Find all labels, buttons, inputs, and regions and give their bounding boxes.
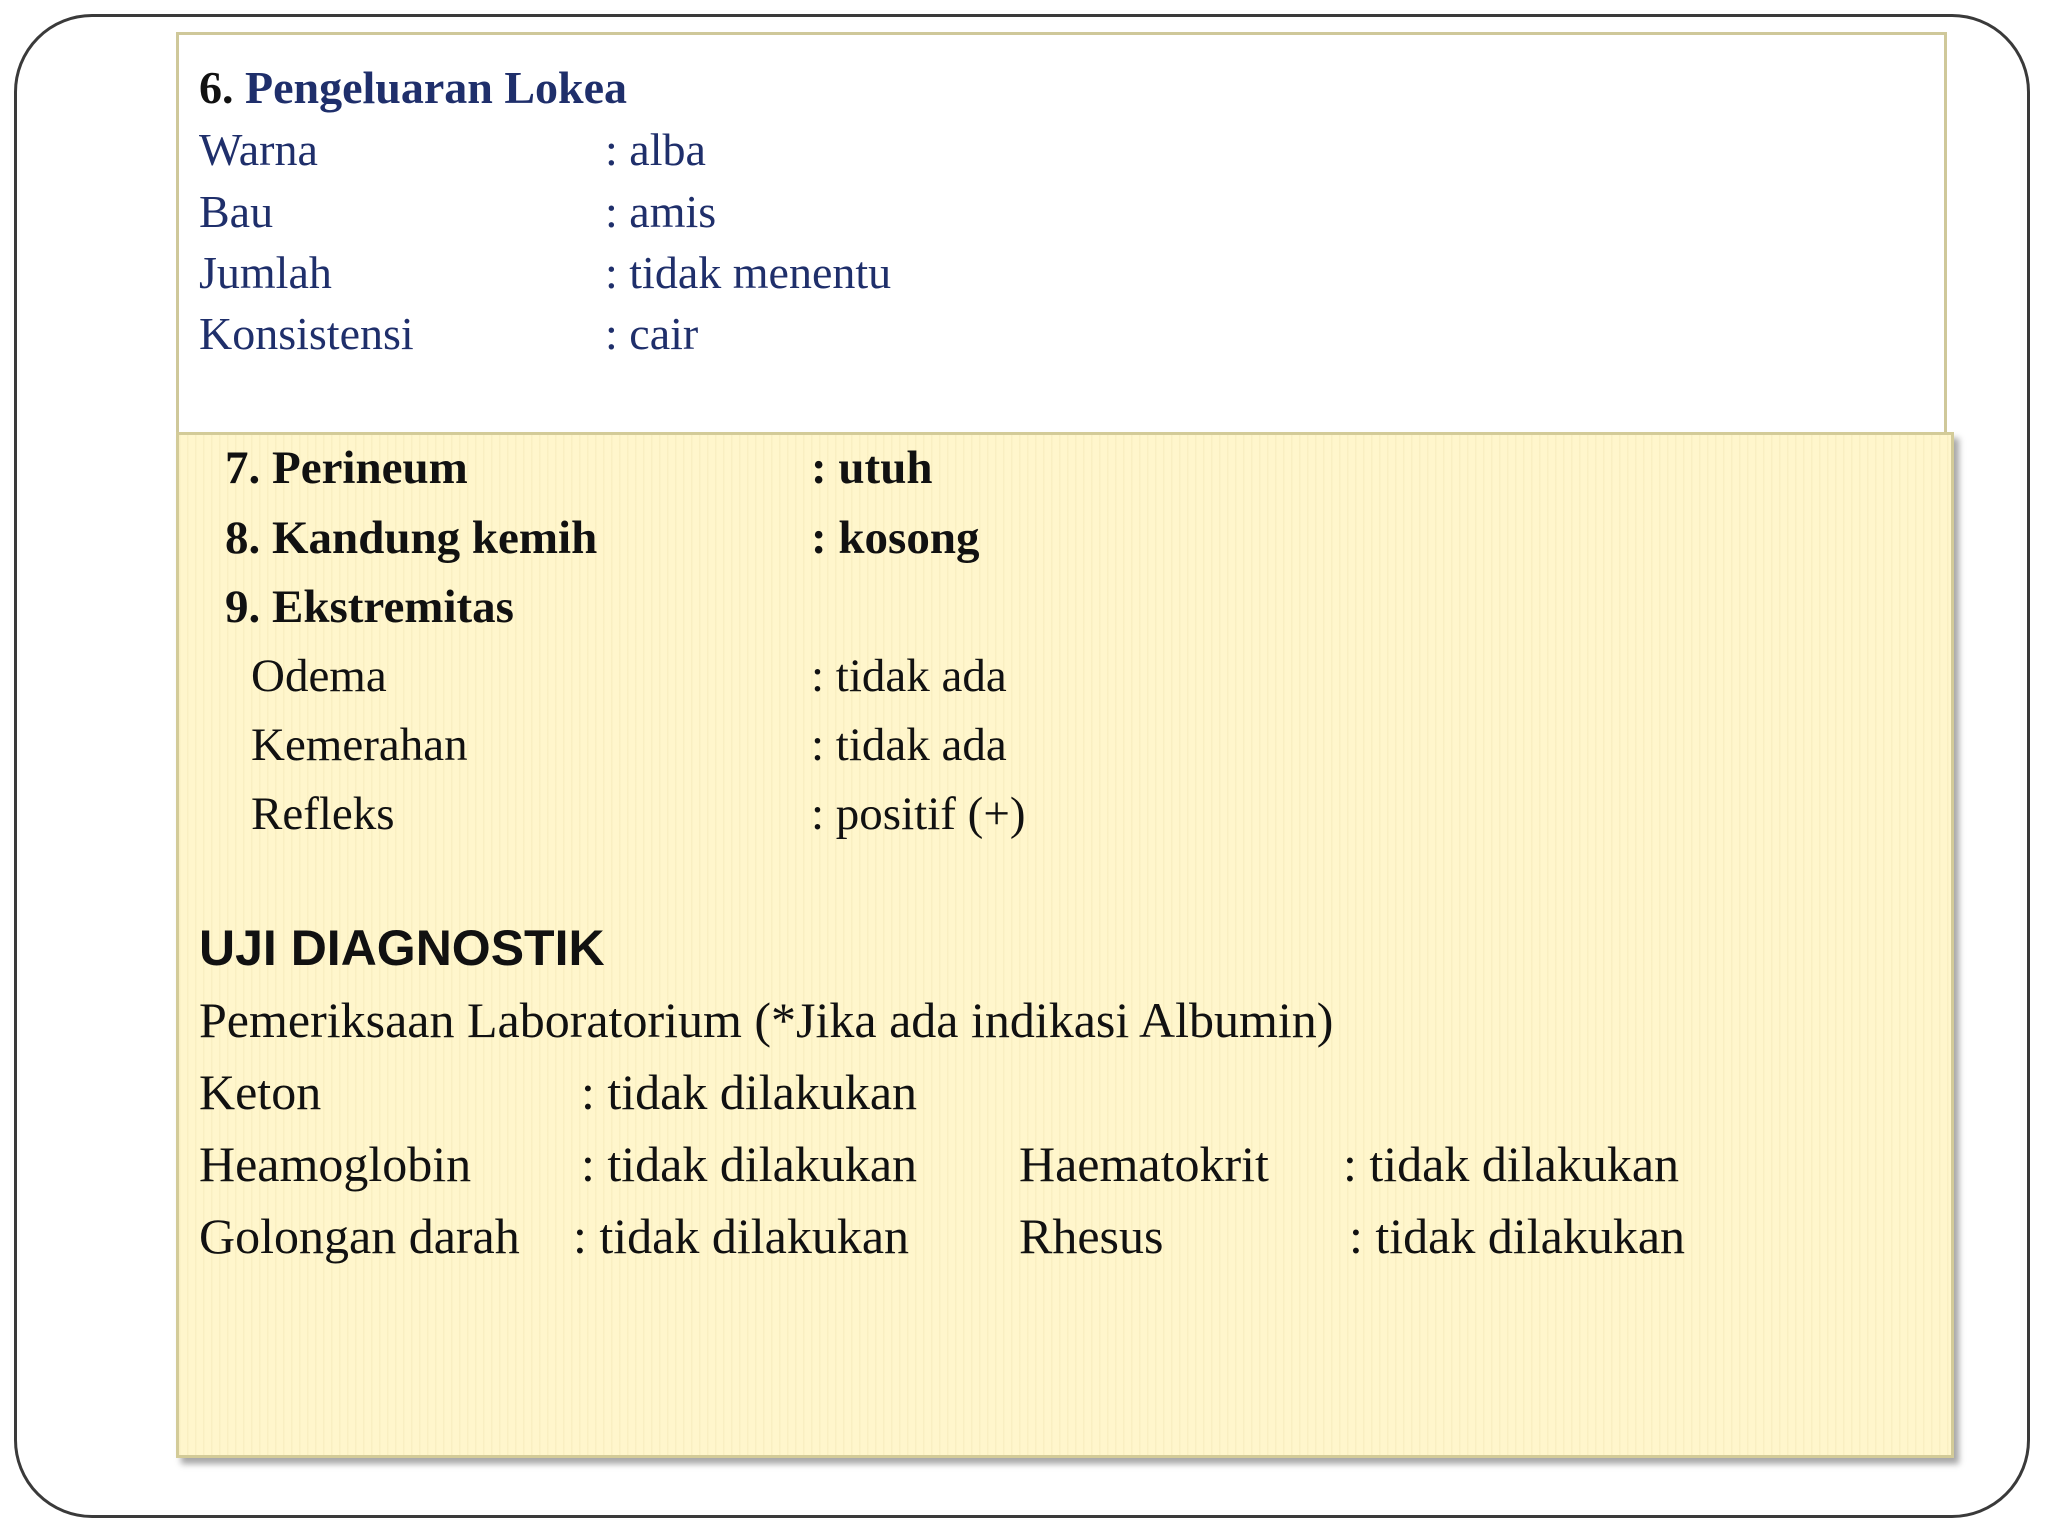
lab-label: Heamoglobin bbox=[199, 1136, 472, 1192]
lab-label-secondary: Haematokrit bbox=[1019, 1136, 1269, 1192]
lokea-label: Bau bbox=[199, 186, 274, 237]
diagnostik-intro-row bbox=[199, 985, 1799, 1055]
lab-value: : tidak dilakukan bbox=[573, 1208, 910, 1264]
lab-label: Golongan darah bbox=[199, 1208, 520, 1264]
ekstremitas-item-label: Kemerahan bbox=[251, 719, 468, 771]
ekstremitas-item-odema bbox=[251, 643, 1151, 709]
kandung-kemih-label: 8. Kandung kemih bbox=[225, 512, 598, 564]
perineum-row bbox=[225, 435, 1125, 501]
exam-section bbox=[176, 432, 1954, 1458]
kandung-kemih-value: : kosong bbox=[811, 512, 980, 564]
perineum-label: 7. Perineum bbox=[225, 442, 468, 494]
lokea-value: : alba bbox=[605, 124, 706, 175]
lokea-section bbox=[176, 32, 1947, 432]
diagnostik-intro: Pemeriksaan Laboratorium (*Jika ada indikasi Albumin) bbox=[199, 992, 1334, 1048]
lokea-title bbox=[199, 57, 627, 119]
ekstremitas-item-value: : positif (+) bbox=[811, 788, 1026, 840]
lokea-value: : cair bbox=[605, 308, 699, 359]
lab-label: Keton bbox=[199, 1064, 322, 1120]
ekstremitas-label: 9. Ekstremitas bbox=[225, 581, 514, 633]
lab-value-secondary: : tidak dilakukan bbox=[1349, 1208, 1686, 1264]
lokea-number: 6. bbox=[199, 62, 234, 113]
ekstremitas-item-value: : tidak ada bbox=[811, 719, 1007, 771]
lab-row-heamoglobin bbox=[199, 1129, 1799, 1199]
lokea-label: Warna bbox=[199, 124, 318, 175]
kandung-kemih-row bbox=[225, 505, 1125, 571]
ekstremitas-item-refleks bbox=[251, 781, 1151, 847]
ekstremitas-item-kemerahan bbox=[251, 712, 1151, 778]
ekstremitas-row bbox=[225, 574, 1125, 640]
lab-row-golongan-darah bbox=[199, 1201, 1799, 1271]
lab-value-secondary: : tidak dilakukan bbox=[1343, 1136, 1680, 1192]
ekstremitas-item-value: : tidak ada bbox=[811, 650, 1007, 702]
lokea-value: : amis bbox=[605, 186, 717, 237]
diagnostik-title: UJI DIAGNOSTIK bbox=[199, 920, 605, 976]
perineum-value: : utuh bbox=[811, 442, 933, 494]
lokea-label: Jumlah bbox=[199, 247, 332, 298]
lokea-label: Konsistensi bbox=[199, 308, 414, 359]
lab-row-keton bbox=[199, 1057, 1799, 1127]
lab-value: : tidak dilakukan bbox=[581, 1064, 918, 1120]
ekstremitas-item-label: Odema bbox=[251, 650, 387, 702]
lokea-value: : tidak menentu bbox=[605, 247, 892, 298]
lab-value: : tidak dilakukan bbox=[581, 1136, 918, 1192]
lab-label-secondary: Rhesus bbox=[1019, 1208, 1164, 1264]
ekstremitas-item-label: Refleks bbox=[251, 788, 395, 840]
lokea-title-text: Pengeluaran Lokea bbox=[245, 62, 628, 113]
